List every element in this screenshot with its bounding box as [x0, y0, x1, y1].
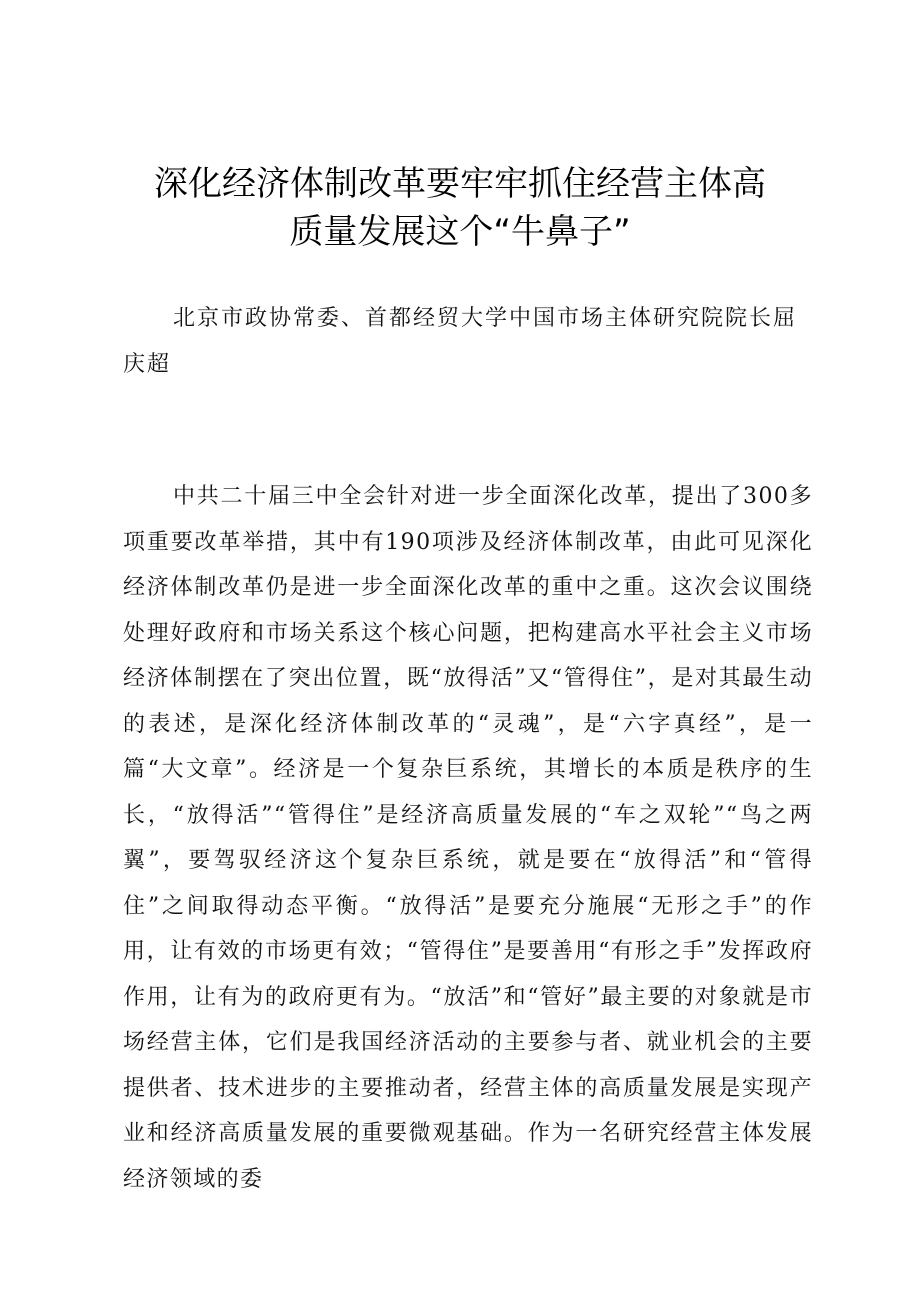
document-title: 深化经济体制改革要牢牢抓住经营主体高质量发展这个“牛鼻子” — [154, 164, 766, 252]
body-paragraph: 中共二十届三中全会针对进一步全面深化改革，提出了300多项重要改革举措，其中有190项涉及经济体制改革，由此可见深化经济体制改革仍是进一步全面深化改革的重中之重。这次会议围绕处理好政府和市场关系这个核心问题，把构建高水平社会主义市场经济体制摆在了突出位置，既“放得活”又“管得住”，是对其最生动的表述，是深化经济体制改革的“灵魂”，是“六字真经”，是一篇“大文章”。经济是一个复杂巨系统，其增长的本质是秩序的生长，“放得活”“管得住”是经济高质量发展的“车之双轮”“鸟之两翼”，要驾驭经济这个复杂巨系统，就是要在“放得活”和“管得住”之间取得动态平衡。“放得活”是要充分施展“无形之手”的作用，让有效的市场更有效；“管得住”是要善用“有形之手”发挥政府作用，让有为的政府更有为。“放活”和“管好”最主要的对象就是市场经营主体，它们是我国经济活动的主要参与者、就业机会的主要提供者、技术进步的主要推动者，经营主体的高质量发展是实现产业和经济高质量发展的重要微观基础。作为一名研究经营主体发展经济领域的委 — [123, 484, 813, 1192]
author-line: 北京市政协常委、首都经贸大学中国市场主体研究院院长屈庆超 — [123, 306, 798, 377]
